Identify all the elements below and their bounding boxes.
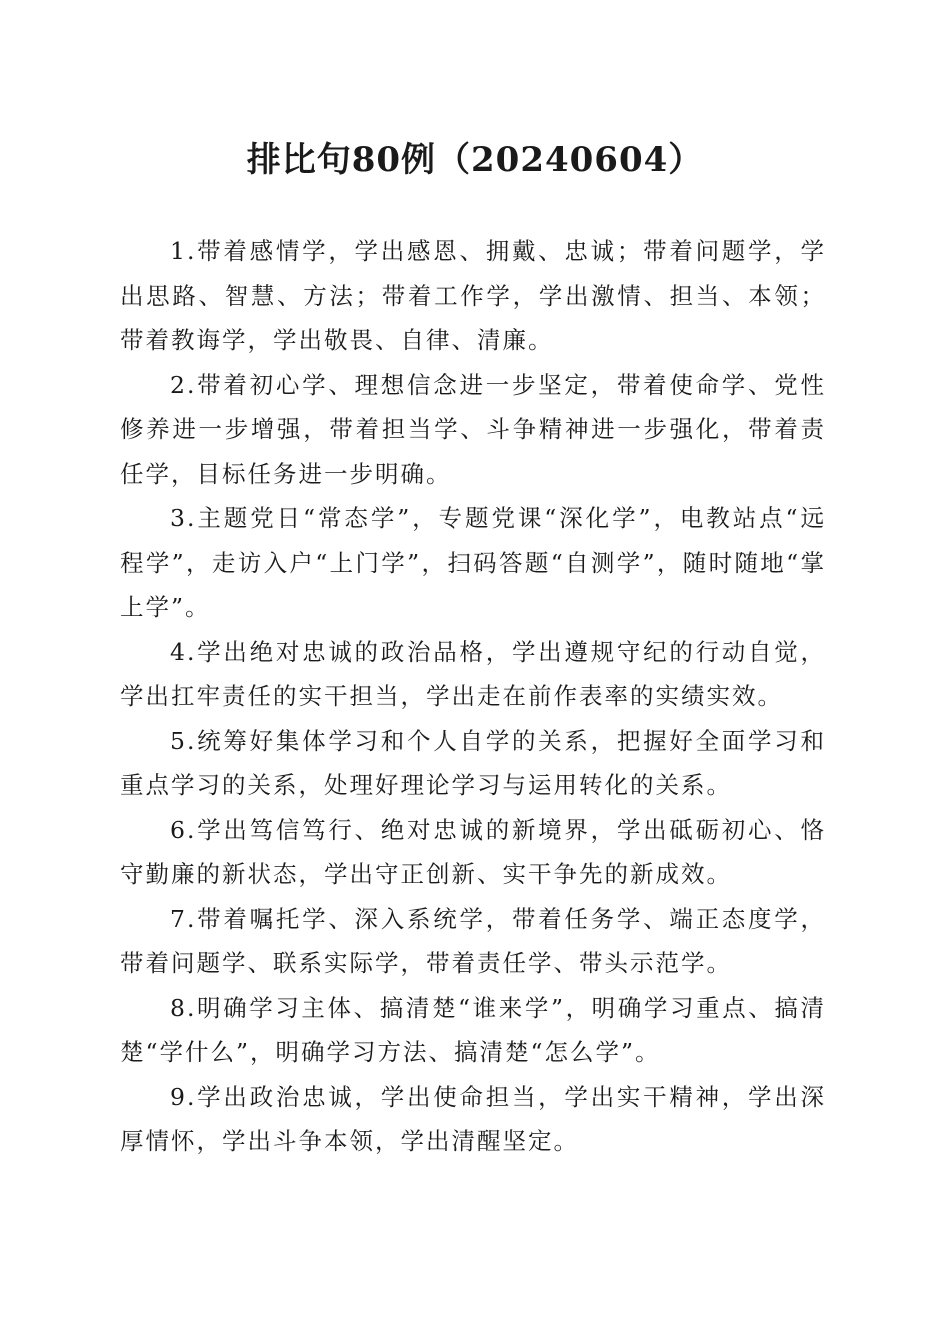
- document-body: [120, 229, 826, 1164]
- paragraph-7: 7.带着嘱托学、深入系统学，带着任务学、端正态度学，带着问题学、联系实际学，带着责任学、带头示范学。: [120, 904, 826, 977]
- paragraph-2: 2.带着初心学、理想信念进一步坚定，带着使命学、党性修养进一步增强，带着担当学、斗争精神进一步强化，带着责任学，目标任务进一步明确。: [120, 370, 826, 488]
- paragraph-9: 9.学出政治忠诚，学出使命担当，学出实干精神，学出深厚情怀，学出斗争本领，学出清醒坚定。: [120, 1082, 826, 1155]
- paragraph-5: 5.统筹好集体学习和个人自学的关系，把握好全面学习和重点学习的关系，处理好理论学习与运用转化的关系。: [120, 726, 826, 799]
- paragraph-3: 3.主题党日“常态学”，专题党课“深化学”，电教站点“远程学”，走访入户“上门学”，扫码答题“自测学”，随时随地“掌上学”。: [120, 504, 826, 621]
- document-title: 排比句80例（20240604）: [246, 140, 704, 180]
- paragraph-4: 4.学出绝对忠诚的政治品格，学出遵规守纪的行动自觉，学出扛牢责任的实干担当，学出走在前作表率的实绩实效。: [120, 637, 826, 710]
- paragraph-8: 8.明确学习主体、搞清楚“谁来学”，明确学习重点、搞清楚“学什么”，明确学习方法、搞清楚“怎么学”。: [120, 993, 826, 1066]
- paragraph-6: 6.学出笃信笃行、绝对忠诚的新境界，学出砥砺初心、恪守勤廉的新状态，学出守正创新、实干争先的新成效。: [120, 815, 826, 888]
- paragraph-1: 1.带着感情学，学出感恩、拥戴、忠诚；带着问题学，学出思路、智慧、方法；带着工作学，学出激情、担当、本领；带着教诲学，学出敬畏、自律、清廉。: [120, 237, 826, 354]
